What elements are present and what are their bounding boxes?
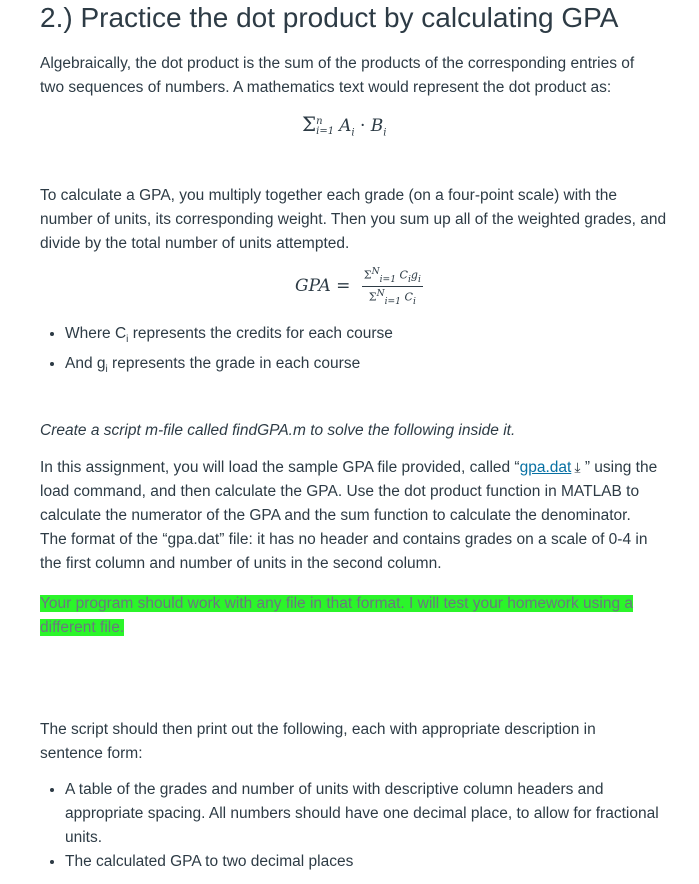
list-item <box>65 352 685 382</box>
gpa-dat-link[interactable]: gpa.dat <box>519 459 572 476</box>
sub-a: i <box>351 127 355 139</box>
gpa-numerator <box>362 266 423 287</box>
den-term: C <box>404 290 413 304</box>
upper-limit: n <box>316 115 323 127</box>
term-b: B <box>370 116 384 136</box>
intro-paragraph <box>40 52 685 100</box>
output-item-1-line-1: A table of the grades and number of units with descriptive column headers and <box>65 781 604 798</box>
lower-limit: i=1 <box>316 125 335 137</box>
highlight-line-2: different file. <box>40 619 125 636</box>
den-upper: N <box>376 287 385 299</box>
den-lower: i=1 <box>384 295 402 307</box>
def-prefix: Where C <box>65 325 127 342</box>
num-sub2: i <box>417 273 421 285</box>
num-sigma: Σ <box>363 268 372 282</box>
def-suffix: represents the grade in each course <box>107 355 361 373</box>
gpa-lhs: GPA = <box>295 275 351 296</box>
sub-b: i <box>383 127 387 139</box>
dot-operator: · <box>359 116 366 136</box>
num-sub: i <box>407 273 411 285</box>
output-item-1-line-2: appropriate spacing. All numbers should have one decimal place, to allow for fractional <box>65 805 659 822</box>
list-item <box>65 778 685 850</box>
assignment-part-2: ” using the <box>580 459 658 476</box>
num-term2: g <box>410 268 418 282</box>
term-a: A <box>339 116 352 136</box>
intro-line-2: two sequences of numbers. A mathematics text would represent the dot product as: <box>40 79 612 96</box>
gpa-formula <box>295 266 423 307</box>
def-sub: i <box>105 364 108 376</box>
download-icon[interactable]: ⤓ <box>574 459 581 475</box>
def-suffix: represents the credits for each course <box>128 325 393 342</box>
gpa-fraction <box>362 266 423 307</box>
num-term: C <box>399 268 408 282</box>
sigma-symbol: Σ <box>302 112 317 136</box>
assignment-line-2: load command, and then calculate the GPA. Use the dot product function in MATLAB to <box>40 483 640 500</box>
def-sub: i <box>126 334 129 346</box>
den-sub: i <box>412 295 416 307</box>
gpa-intro-line-1: To calculate a GPA, you multiply together each grade (on a four-point scale) with the <box>40 187 617 204</box>
assignment-line-3: calculate the numerator of the GPA and the sum function to calculate the denominator. <box>40 507 631 524</box>
dot-product-formula <box>302 112 387 138</box>
highlighted-note <box>40 592 660 640</box>
den-sigma: Σ <box>368 290 377 304</box>
sigma-limits <box>316 117 334 137</box>
gpa-intro-line-3: divide by the total number of units attempted. <box>40 235 350 252</box>
output-item-1-line-3: units. <box>65 829 103 846</box>
intro-line-1: Algebraically, the dot product is the sum of the products of the corresponding entries of <box>40 55 635 72</box>
output-intro <box>40 718 685 766</box>
definitions-list <box>40 322 685 382</box>
gpa-intro-line-2: number of units, its corresponding weight. Then you sum up all of the weighted grades, and <box>40 211 667 228</box>
highlight-line-1: Your program should work with any file in that format. I will test your homework using a <box>40 595 633 612</box>
num-lower: i=1 <box>379 273 397 285</box>
assignment-line-5: the first column and number of units in the second column. <box>40 555 442 572</box>
gpa-intro-paragraph <box>40 184 685 256</box>
page-title: 2.) Practice the dot product by calculating GPA <box>40 2 619 33</box>
output-list <box>40 778 685 874</box>
create-line: Create a script m-file called findGPA.m to solve the following inside it. <box>40 422 516 439</box>
output-item-2-line-1: The calculated GPA to two decimal places <box>65 853 354 870</box>
assignment-part-1: In this assignment, you will load the sample GPA file provided, called “ <box>40 459 520 476</box>
assignment-line-4: The format of the “gpa.dat” file: it has no header and contains grades on a scale of 0-4 in <box>40 531 648 548</box>
assignment-paragraph <box>40 455 685 576</box>
output-intro-line-1: The script should then print out the following, each with appropriate description in <box>40 721 596 738</box>
def-prefix: And g <box>65 355 106 373</box>
list-item <box>65 850 685 874</box>
output-intro-line-2: sentence form: <box>40 745 143 762</box>
num-upper: N <box>371 266 380 277</box>
list-item <box>65 322 685 352</box>
create-instruction <box>40 419 685 443</box>
gpa-denominator <box>362 287 423 307</box>
